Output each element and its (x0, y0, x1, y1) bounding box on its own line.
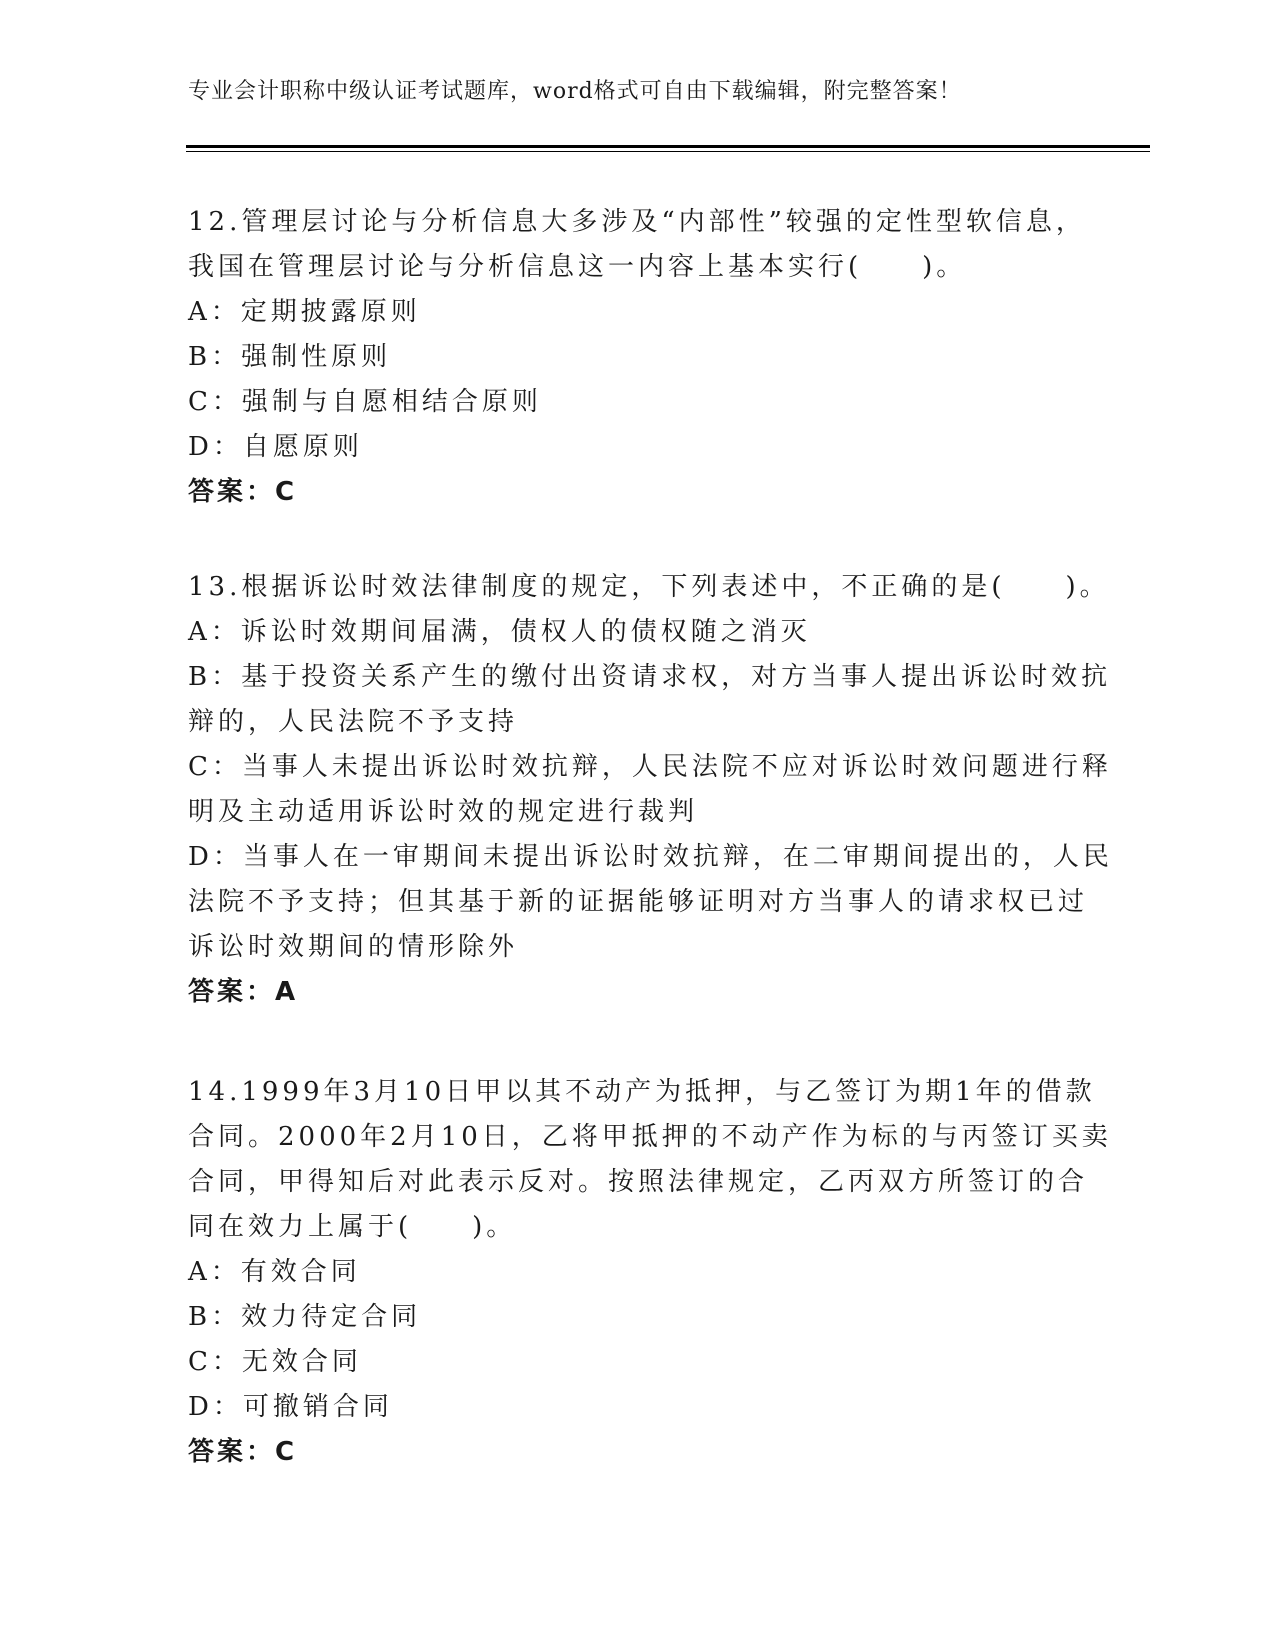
option-b: B：强制性原则 (188, 342, 392, 372)
question-stem-line: 我国在管理层讨论与分析信息这一内容上基本实行( )。 (188, 252, 967, 282)
option-a: A：定期披露原则 (188, 297, 421, 327)
question-stem-line: 14.1999年3月10日甲以其不动产为抵押，与乙签订为期1年的借款 (188, 1077, 1096, 1107)
question-13 (188, 565, 1113, 1015)
header-rule-thick (186, 145, 1150, 148)
option-a: A：诉讼时效期间届满，债权人的债权随之消灭 (188, 617, 811, 647)
question-12 (188, 200, 1088, 515)
option-c: C：当事人未提出诉讼时效抗辩，人民法院不应对诉讼时效问题进行释 (188, 752, 1112, 782)
option-b: B：基于投资关系产生的缴付出资请求权，对方当事人提出诉讼时效抗 (188, 662, 1112, 692)
question-stem-line: 合同。2000年2月10日，乙将甲抵押的不动产作为标的与丙签订买卖 (188, 1122, 1112, 1152)
option-d: D：当事人在一审期间未提出诉讼时效抗辩，在二审期间提出的，人民 (188, 842, 1113, 872)
question-stem-line: 12.管理层讨论与分析信息大多涉及“内部性”较强的定性型软信息， (188, 207, 1086, 237)
question-stem-line: 同在效力上属于( )。 (188, 1212, 517, 1242)
option-c: C：强制与自愿相结合原则 (188, 387, 542, 417)
option-d: D：自愿原则 (188, 432, 363, 462)
answer-line: 答案：C (188, 1437, 298, 1467)
header-rule-thin (186, 151, 1150, 152)
page-header: 专业会计职称中级认证考试题库，word格式可自由下载编辑，附完整答案！ (188, 79, 962, 104)
option-a: A：有效合同 (188, 1257, 361, 1287)
answer-line: 答案：A (188, 977, 299, 1007)
option-c-continued: 明及主动适用诉讼时效的规定进行裁判 (188, 797, 699, 827)
option-b: B：效力待定合同 (188, 1302, 422, 1332)
question-stem-line: 13.根据诉讼时效法律制度的规定，下列表述中，不正确的是( )。 (188, 572, 1110, 602)
question-stem-line: 合同，甲得知后对此表示反对。按照法律规定，乙丙双方所签订的合 (188, 1167, 1089, 1197)
option-d: D：可撤销合同 (188, 1392, 393, 1422)
option-d-continued: 诉讼时效期间的情形除外 (188, 932, 519, 962)
answer-line: 答案：C (188, 477, 298, 507)
option-c: C：无效合同 (188, 1347, 362, 1377)
option-b-continued: 辩的，人民法院不予支持 (188, 707, 519, 737)
question-14 (188, 1070, 1112, 1475)
option-d-continued: 法院不予支持；但其基于新的证据能够证明对方当事人的请求权已过 (188, 887, 1089, 917)
